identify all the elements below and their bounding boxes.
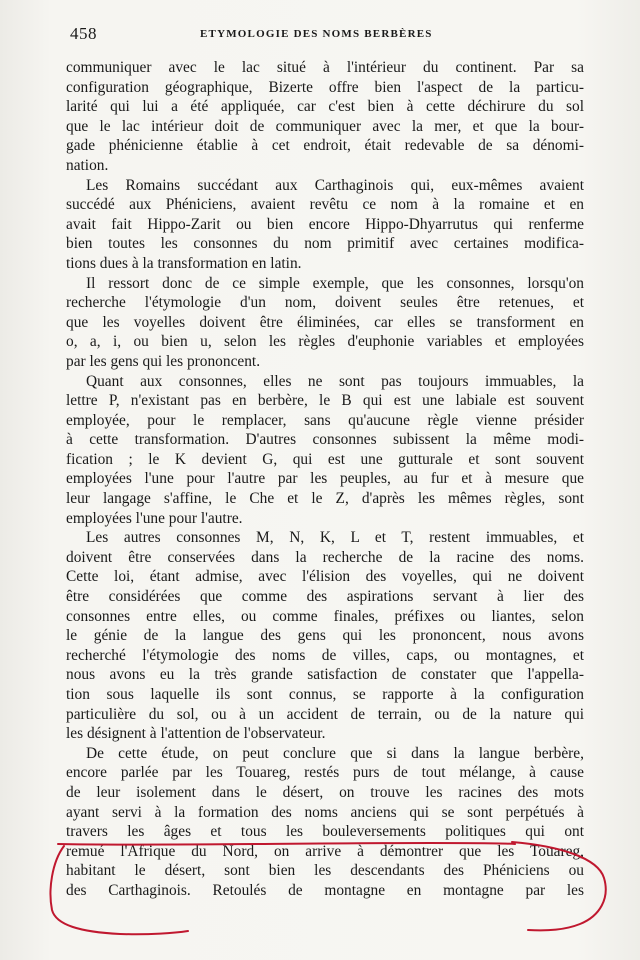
text-line: configuration géographique, Bizerte offre bien l'aspect de la particu- (66, 78, 584, 96)
text-line: consonnes entre elles, ou comme finales, préfixes ou liantes, selon (66, 607, 584, 625)
text-line: recherché l'étymologie des noms de villes, caps, ou montagnes, et (66, 646, 584, 664)
text-line: ayant servi à la formation des noms anciens qui se sont perpétués à (66, 803, 584, 821)
body-text (66, 58, 584, 901)
text-line: encore parlée par les Touareg, restés purs de tout mélange, à cause (66, 764, 584, 782)
text-line: être considérées que comme des aspirations servant à lier des (66, 588, 584, 606)
running-title: ETYMOLOGIE DES NOMS BERBÈRES (200, 28, 433, 40)
text-line: le génie de la langue des gens qui les prononcent, nous avons (66, 627, 584, 645)
text-line: à cette transformation. D'autres consonnes subissent la même modi- (66, 431, 584, 449)
text-line: habitant le désert, sont bien les descendants des Phéniciens ou (66, 862, 584, 880)
text-line: tions dues à la transformation en latin. (66, 254, 302, 272)
text-line: fication ; le K devient G, qui est une gutturale et sont souvent (66, 450, 584, 468)
text-line: Il ressort donc de ce simple exemple, que les consonnes, lorsqu'on (86, 274, 584, 292)
text-line: recherche l'étymologie d'un nom, doivent seules être retenues, et (66, 294, 584, 312)
text-line: communiquer avec le lac situé à l'intérieur du continent. Par sa (66, 59, 584, 76)
text-line: les désignent à l'attention de l'observateur. (66, 725, 326, 743)
text-line: o, a, i, ou bien u, selon les règles d'euphonie variables et employées (66, 333, 584, 351)
text-line: doivent être conservées dans la recherche de la racine des noms. (66, 548, 584, 566)
text-line: avait fait Hippo-Zarit ou bien encore Hippo-Dhyarrutus qui renferme (66, 215, 584, 233)
text-line: travers les âges et tous les bouleversements politiques qui ont (66, 823, 584, 841)
text-line: Les autres consonnes M, N, K, L et T, restent immuables, et (86, 529, 584, 547)
page-header (70, 24, 580, 44)
text-line: des Carthaginois. Retoulés de montagne en montagne par les (66, 881, 584, 899)
text-line: nation. (66, 156, 109, 174)
text-line: tion sous laquelle ils sont connus, se rapporte à la configuration (66, 686, 584, 703)
text-line: leur langage s'affine, le Che et le Z, d'après les mêmes règles, sont (66, 490, 584, 508)
text-line: que le lac intérieur doit de communiquer avec la mer, et que la bour- (66, 117, 584, 135)
text-line: particulière du sol, ou à un accident de terrain, ou de la nature qui (66, 705, 584, 723)
text-line: employées l'une pour l'autre. (66, 509, 243, 527)
text-line: bien toutes les consonnes du nom primitif avec certaines modifica- (66, 235, 584, 253)
text-line: larité qui lui a été appliquée, car c'est bien à cette déchirure du sol (66, 98, 584, 116)
text-line: employées l'une pour l'autre par les peuples, au fur et à mesure que (66, 470, 584, 488)
text-line: De cette étude, on peut conclure que si dans la langue berbère, (86, 744, 584, 762)
text-line: par les gens qui les prononcent. (66, 352, 261, 370)
text-line: lettre P, n'existant pas en berbère, le B qui est une labiale est souvent (66, 392, 584, 410)
text-line: succédé aux Phéniciens, avaient revêtu ce nom à la romaine et en (66, 196, 584, 214)
text-line: gade phénicienne établie à cet endroit, était redevable de sa dénomi- (66, 137, 584, 155)
text-line: que les voyelles doivent être éliminées, car elles se transforment en (66, 313, 584, 331)
text-line: Les Romains succédant aux Carthaginois qui, eux-mêmes avaient (86, 176, 584, 194)
text-line: remué l'Afrique du Nord, on arrive à démontrer que les Touareg, (66, 842, 584, 860)
text-line: de leur isolement dans le désert, on trouve les racines des mots (66, 783, 584, 801)
text-line: employée, pour le remplacer, sans qu'aucune règle vienne présider (66, 411, 584, 429)
text-line: Cette loi, étant admise, avec l'élision des voyelles, qui ne doivent (66, 568, 584, 586)
text-line: Quant aux consonnes, elles ne sont pas toujours immuables, la (86, 372, 584, 390)
text-line: nous avons eu la très grande satisfaction de constater que l'appella- (66, 666, 584, 684)
page-number: 458 (70, 24, 97, 43)
